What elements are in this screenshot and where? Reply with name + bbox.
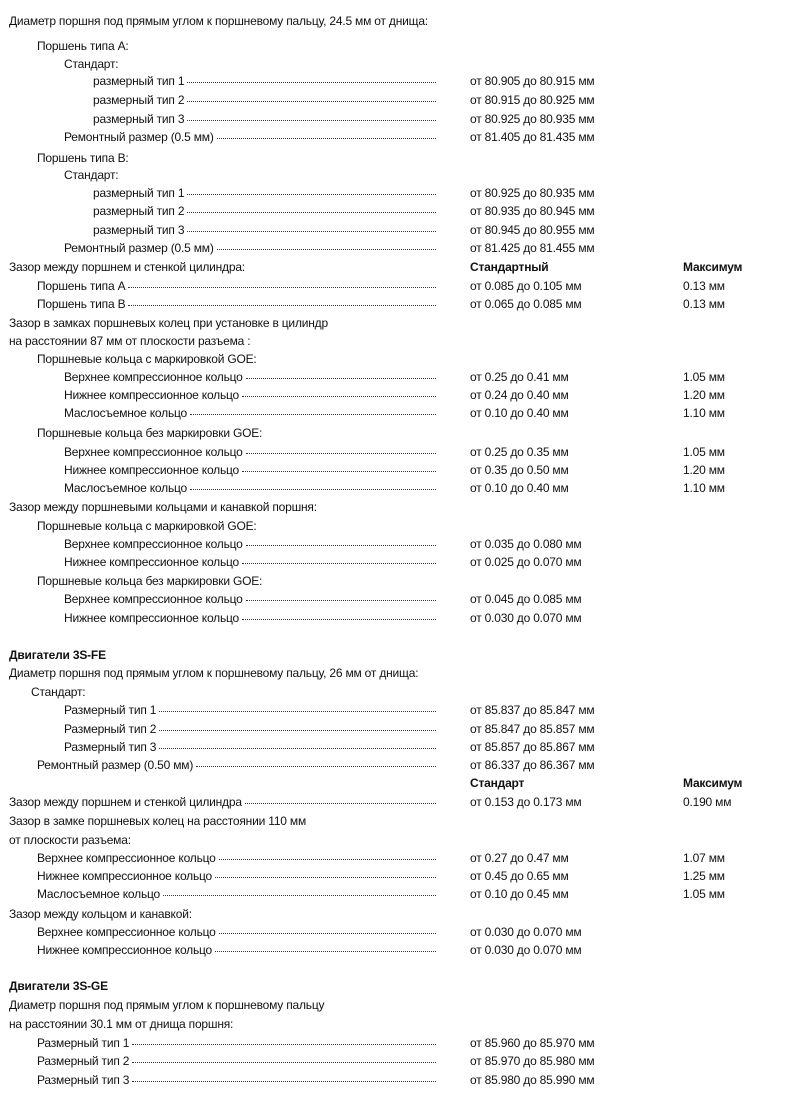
s1-title-line [0,12,800,31]
row-value: от 85.847 до 85.857 мм [470,722,595,736]
s2-standard: Стандарт: [31,685,86,699]
leader-dots [128,295,436,306]
row-label: Верхнее компрессионное кольцо [37,851,216,865]
row-value: от 81.405 до 81.435 мм [470,130,595,144]
s1-groove-without [0,572,800,591]
row-label: Поршень типа А [37,279,126,293]
row-value: от 80.945 до 80.955 мм [470,223,595,237]
leader-dots [159,738,436,749]
groove-title-text: Зазор между кольцом и канавкой: [9,907,192,921]
row-value: от 0.045 до 0.085 мм [470,592,582,606]
row-label: Размерный тип 3 [37,1073,130,1087]
leader-dots [190,479,436,490]
leader-dots [242,386,436,397]
row-value: от 0.24 до 0.40 мм [470,388,569,402]
row-label: Верхнее компрессионное кольцо [64,537,243,551]
s1-groove-with [0,517,800,536]
row-label: Размерный тип 3 [64,740,157,754]
s1-b-row [0,221,800,240]
s2-gap-row [0,849,800,868]
row-max: 1.20 мм [683,388,725,402]
col-standard-header: Стандартный [470,260,549,274]
row-value: от 85.980 до 85.990 мм [470,1073,595,1087]
gap-title-text: Зазор в замке поршневых колец на расстоянии 110 мм [9,814,306,828]
row-max: 1.25 мм [683,869,725,883]
row-value: от 85.837 до 85.847 мм [470,703,595,717]
row-value: от 0.035 до 0.080 мм [470,537,582,551]
s1-gap-without-row [0,461,800,480]
row-value: от 0.085 до 0.105 мм [470,279,582,293]
row-label: Ремонтный размер (0.5 мм) [64,241,214,255]
row-label: Поршень типа В [37,297,126,311]
row-value: от 0.030 до 0.070 мм [470,611,582,625]
row-value: от 0.10 до 0.45 мм [470,887,569,901]
row-value: от 80.915 до 80.925 мм [470,93,595,107]
goe-with-label: Поршневые кольца с маркировкой GOE: [37,352,257,366]
s1-gap-with-row [0,368,800,387]
row-value: от 0.030 до 0.070 мм [470,943,582,957]
s3-title-text: на расстоянии 30.1 мм от днища поршня: [9,1017,234,1031]
leader-dots [215,941,436,952]
leader-dots [159,720,436,731]
s1-goe-with [0,350,800,369]
s1-gap-title-1 [0,314,800,333]
s3-title-2 [0,1015,800,1034]
leader-dots [187,184,436,195]
s2-groove-title [0,905,800,924]
row-label: Нижнее компрессионное кольцо [64,463,240,477]
leader-dots [217,128,436,139]
row-label: Нижнее компрессионное кольцо [64,388,240,402]
s2-gap-title-2 [0,831,800,850]
row-value: от 80.935 до 80.945 мм [470,204,595,218]
s2-row [0,756,800,775]
s1-a-row [0,128,800,147]
row-max: 0.13 мм [683,279,725,293]
row-label: размерный тип 1 [93,186,185,200]
leader-dots [246,368,436,379]
s1-piston-a: Поршень типа А: [37,39,129,53]
col-standard-header: Стандарт [470,776,525,790]
s3-title-text: Диаметр поршня под прямым углом к поршневому пальцу [9,998,325,1012]
row-label: Ремонтный размер (0.50 мм) [37,758,194,772]
s3-row [0,1071,800,1090]
s2-col-header [0,774,800,793]
s3-heading: Двигатели 3S-GE [9,979,108,993]
leader-dots [187,221,436,232]
leader-dots [132,1071,436,1082]
s1-gap-with-row [0,404,800,423]
row-label: размерный тип 3 [93,223,185,237]
row-label: Нижнее компрессионное кольцо [64,555,240,569]
s1-groove-with-row [0,535,800,554]
goe-without-label: Поршневые кольца без маркировки GOE: [37,426,263,440]
s2-heading-line [0,646,800,665]
s1-gap-without-row [0,443,800,462]
s2-groove-row [0,941,800,960]
row-label: размерный тип 1 [93,74,185,88]
s3-heading-line [0,977,800,996]
row-label: Верхнее компрессионное кольцо [64,370,243,384]
s1-gap-with-row [0,386,800,405]
row-value: от 85.970 до 85.980 мм [470,1054,595,1068]
row-value: от 0.030 до 0.070 мм [470,925,582,939]
leader-dots [187,202,436,213]
leader-dots [187,110,436,121]
row-label: Верхнее компрессионное кольцо [37,925,216,939]
leader-dots [242,461,436,472]
groove-title-text: Зазор между поршневыми кольцами и канавкой поршня: [9,500,317,514]
s1-standard-b: Стандарт: [64,168,119,182]
s1-standard-b-line [0,166,800,185]
leader-dots [159,701,436,712]
row-label: размерный тип 2 [93,204,185,218]
s1-groove-without-row [0,590,800,609]
s1-clearance-row [0,295,800,314]
row-max: 1.20 мм [683,463,725,477]
leader-dots [187,91,436,102]
s3-row [0,1052,800,1071]
row-label: Зазор между поршнем и стенкой цилиндра [9,795,242,809]
leader-dots [190,404,436,415]
row-value: от 80.905 до 80.915 мм [470,74,595,88]
s3-row [0,1034,800,1053]
gap-title-text: от плоскости разъема: [9,833,131,847]
row-label: Размерный тип 2 [64,722,157,736]
leader-dots [132,1052,436,1063]
row-max: 1.05 мм [683,370,725,384]
row-label: Верхнее компрессионное кольцо [64,445,243,459]
s2-standard-line [0,683,800,702]
row-max: 1.05 мм [683,445,725,459]
row-value: от 85.960 до 85.970 мм [470,1036,595,1050]
groove-with-label: Поршневые кольца с маркировкой GOE: [37,519,257,533]
row-value: от 0.25 до 0.41 мм [470,370,569,384]
row-value: от 0.25 до 0.35 мм [470,445,569,459]
row-value: от 0.10 до 0.40 мм [470,481,569,495]
leader-dots [242,609,436,620]
s2-gap-row [0,885,800,904]
leader-dots [246,443,436,454]
leader-dots [219,923,436,934]
s1-a-row [0,72,800,91]
s1-b-row [0,239,800,258]
row-value: от 80.925 до 80.935 мм [470,186,595,200]
row-value: от 0.065 до 0.085 мм [470,297,582,311]
leader-dots [246,535,436,546]
row-label: Нижнее компрессионное кольцо [37,943,213,957]
s1-groove-without-row [0,609,800,628]
leader-dots [128,277,436,288]
leader-dots [242,553,436,564]
s1-gap-without-row [0,479,800,498]
row-label: Размерный тип 1 [64,703,157,717]
s1-goe-without [0,424,800,443]
row-value: от 0.153 до 0.173 мм [470,795,582,809]
s1-a-row [0,110,800,129]
row-label: Размерный тип 2 [37,1054,130,1068]
row-label: Маслосъемное кольцо [37,887,161,901]
s1-piston-b: Поршень типа В: [37,151,129,165]
s1-piston-a-line [0,37,800,56]
s2-row [0,720,800,739]
gap-title-text: на расстоянии 87 мм от плоскости разъема : [9,334,251,348]
row-max: 0.190 мм [683,795,732,809]
s1-b-row [0,184,800,203]
col-max-header: Максимум [683,260,743,274]
row-value: от 86.337 до 86.367 мм [470,758,595,772]
s2-row [0,738,800,757]
leader-dots [217,239,436,250]
s1-groove-with-row [0,553,800,572]
leader-dots [187,72,436,83]
row-max: 1.10 мм [683,481,725,495]
s1-gap-title-2 [0,332,800,351]
s2-row [0,701,800,720]
leader-dots [132,1034,436,1045]
s2-title: Диаметр поршня под прямым углом к поршневому пальцу, 26 мм от днища: [9,666,419,680]
s2-title-line [0,664,800,683]
s2-gap-title-1 [0,812,800,831]
row-value: от 0.35 до 0.50 мм [470,463,569,477]
row-value: от 0.10 до 0.40 мм [470,406,569,420]
s2-heading: Двигатели 3S-FE [9,648,106,662]
row-max: 1.05 мм [683,887,725,901]
s1-groove-title [0,498,800,517]
row-label: размерный тип 2 [93,93,185,107]
row-max: 1.07 мм [683,851,725,865]
row-value: от 0.45 до 0.65 мм [470,869,569,883]
s1-clearance-title: Зазор между поршнем и стенкой цилиндра: [9,260,245,274]
s1-standard-a: Стандарт: [64,57,119,71]
row-value: от 0.27 до 0.47 мм [470,851,569,865]
row-label: Верхнее компрессионное кольцо [64,592,243,606]
leader-dots [246,590,436,601]
groove-without-label: Поршневые кольца без маркировки GOE: [37,574,263,588]
s2-clearance-row [0,793,800,812]
leader-dots [245,793,436,804]
s1-clearance-row [0,277,800,296]
s1-a-row [0,91,800,110]
row-max: 1.10 мм [683,406,725,420]
row-max: 0.13 мм [683,297,725,311]
leader-dots [163,885,436,896]
row-value: от 81.425 до 81.455 мм [470,241,595,255]
row-label: Маслосъемное кольцо [64,406,188,420]
row-value: от 85.857 до 85.867 мм [470,740,595,754]
s1-b-row [0,202,800,221]
row-label: Маслосъемное кольцо [64,481,188,495]
gap-title-text: Зазор в замках поршневых колец при установке в цилиндр [9,316,328,330]
s2-groove-row [0,923,800,942]
row-label: размерный тип 3 [93,112,185,126]
leader-dots [215,867,436,878]
leader-dots [196,756,436,767]
row-value: от 80.925 до 80.935 мм [470,112,595,126]
row-label: Размерный тип 1 [37,1036,130,1050]
row-value: от 0.025 до 0.070 мм [470,555,582,569]
s3-title-1 [0,996,800,1015]
leader-dots [219,849,436,860]
row-label: Нижнее компрессионное кольцо [64,611,240,625]
s2-gap-row [0,867,800,886]
s1-clearance-header [0,258,800,277]
row-label: Ремонтный размер (0.5 мм) [64,130,214,144]
col-max-header: Максимум [683,776,743,790]
row-label: Нижнее компрессионное кольцо [37,869,213,883]
s1-title: Диаметр поршня под прямым углом к поршневому пальцу, 24.5 мм от днища: [9,14,428,28]
